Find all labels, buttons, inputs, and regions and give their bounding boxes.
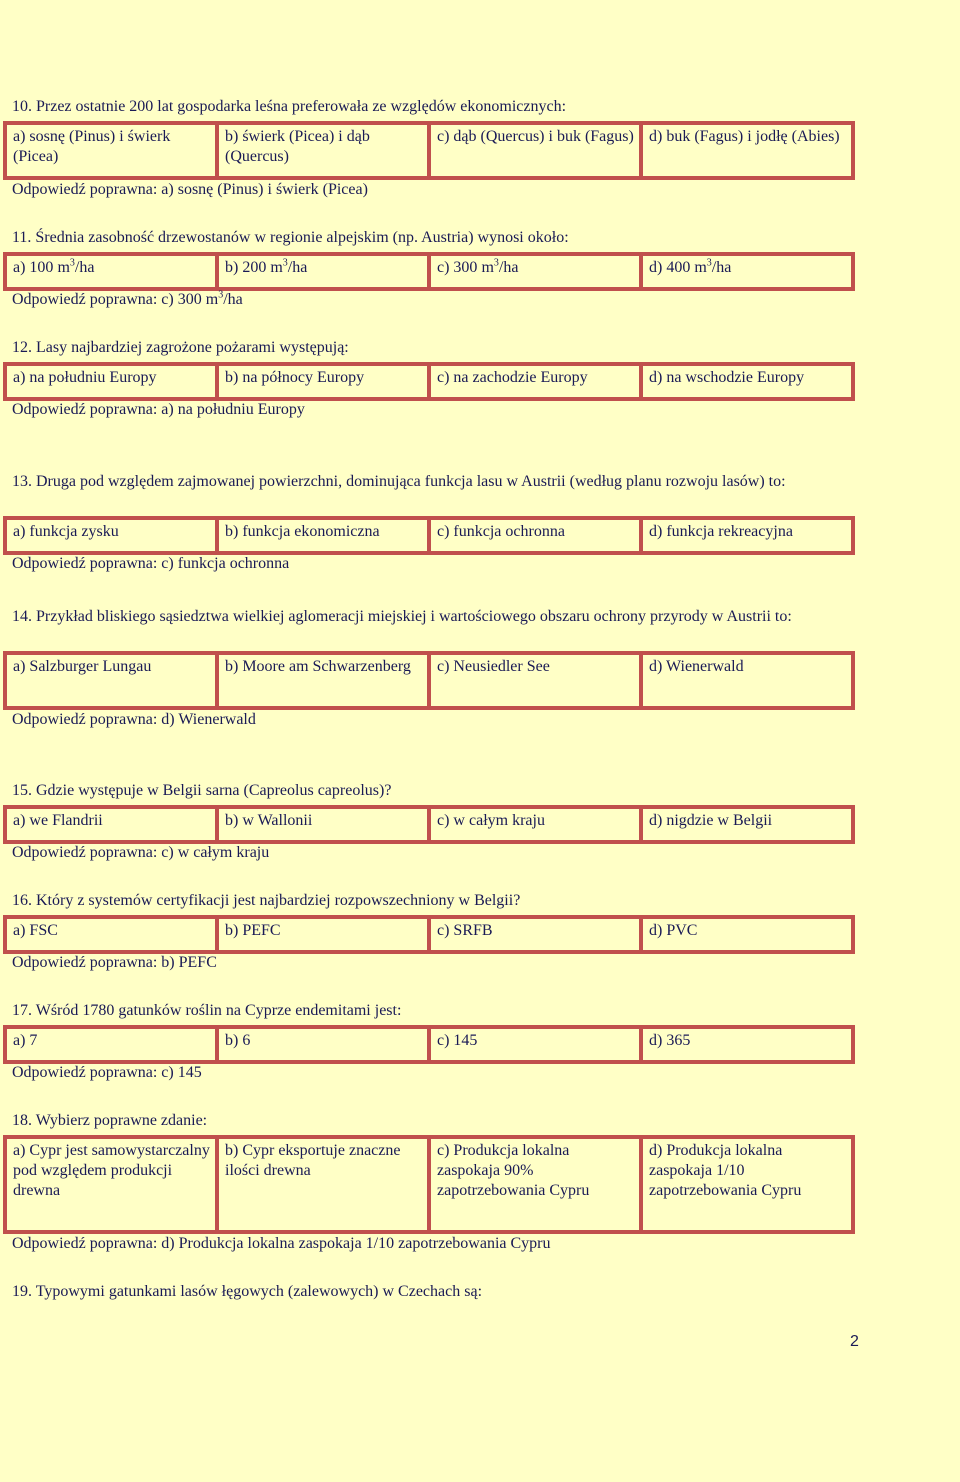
options-table-13 xyxy=(3,516,855,555)
answer-prefix: Odpowiedź poprawna: xyxy=(12,954,158,971)
option-value: b) 200 xyxy=(225,259,267,276)
question-14: 14. Przykład bliskiego sąsiedztwa wielkiej aglomeracji miejskiej i wartościowego obszaru ochrony przyrody w Austrii to: xyxy=(12,608,792,625)
option-b: b) Moore am Schwarzenberg xyxy=(217,653,429,708)
option-b: b) w Wallonii xyxy=(217,807,429,842)
question-11: 11. Średnia zasobność drzewostanów w regionie alpejskim (np. Austria) wynosi około: xyxy=(12,229,569,246)
option-a xyxy=(5,254,217,289)
option-c: c) na zachodzie Europy xyxy=(429,364,641,399)
option-b: b) na północy Europy xyxy=(217,364,429,399)
answer-text: a) sosnę (Pinus) i świerk (Picea) xyxy=(161,181,368,198)
options-table-11 xyxy=(3,252,855,291)
unit-suffix: /ha xyxy=(711,259,732,276)
option-b: b) 6 xyxy=(217,1027,429,1062)
question-10: 10. Przez ostatnie 200 lat gospodarka leśna preferowała ze względów ekonomicznych: xyxy=(12,98,567,115)
answer-13 xyxy=(12,554,289,574)
answer-text: c) w całym kraju xyxy=(161,844,270,861)
answer-text: c) 145 xyxy=(161,1064,202,1081)
option-value: d) 400 xyxy=(649,259,691,276)
options-table-16 xyxy=(3,915,855,954)
option-d: d) buk (Fagus) i jodłę (Abies) xyxy=(641,123,853,178)
answer-prefix: Odpowiedź poprawna: xyxy=(12,1064,158,1081)
option-a: a) sosnę (Pinus) i świerk (Picea) xyxy=(5,123,217,178)
question-18: 18. Wybierz poprawne zdanie: xyxy=(12,1112,208,1129)
options-table-17 xyxy=(3,1025,855,1064)
answer-prefix: Odpowiedź poprawna: xyxy=(12,401,158,418)
answer-prefix: Odpowiedź poprawna: xyxy=(12,291,158,308)
unit-sup: 3 xyxy=(493,257,499,269)
option-d: d) na wschodzie Europy xyxy=(641,364,853,399)
answer-value: c) 300 xyxy=(161,291,202,308)
unit-m: m xyxy=(477,259,494,276)
options-table-14 xyxy=(3,651,855,710)
answer-prefix: Odpowiedź poprawna: xyxy=(12,555,158,572)
option-c: c) dąb (Quercus) i buk (Fagus) xyxy=(429,123,641,178)
option-b: b) Cypr eksportuje znaczne ilości drewna xyxy=(217,1137,429,1232)
option-b: b) świerk (Picea) i dąb (Quercus) xyxy=(217,123,429,178)
unit-m: m xyxy=(53,259,70,276)
question-15: 15. Gdzie występuje w Belgii sarna (Capreolus capreolus)? xyxy=(12,782,392,799)
option-a: a) we Flandrii xyxy=(5,807,217,842)
question-19: 19. Typowymi gatunkami lasów łęgowych (zalewowych) w Czechach są: xyxy=(12,1283,483,1300)
option-b xyxy=(217,254,429,289)
option-d: d) PVC xyxy=(641,917,853,952)
answer-text: d) Wienerwald xyxy=(161,711,256,728)
question-17: 17. Wśród 1780 gatunków roślin na Cyprze endemitami jest: xyxy=(12,1002,402,1019)
option-value: c) 300 xyxy=(437,259,478,276)
answer-prefix: Odpowiedź poprawna: xyxy=(12,711,158,728)
option-a: a) na południu Europy xyxy=(5,364,217,399)
option-c: c) Produkcja lokalna zaspokaja 90% zapotrzebowania Cypru xyxy=(429,1137,641,1232)
unit-m: m xyxy=(201,291,219,308)
unit-sup: 3 xyxy=(69,257,75,269)
unit-suffix: /ha xyxy=(498,259,519,276)
question-13: 13. Druga pod względem zajmowanej powierzchni, dominująca funkcja lasu w Austrii (według planu rozwoju lasów) to: xyxy=(12,473,786,490)
options-table-10 xyxy=(3,121,855,180)
options-table-18 xyxy=(3,1135,855,1234)
unit-suffix: /ha xyxy=(74,259,95,276)
option-a: a) FSC xyxy=(5,917,217,952)
option-a: a) Cypr jest samowystarczalny pod względem produkcji drewna xyxy=(5,1137,217,1232)
answer-11 xyxy=(12,290,243,310)
option-d: d) funkcja rekreacyjna xyxy=(641,518,853,553)
answer-10 xyxy=(12,180,368,200)
unit-m: m xyxy=(266,259,283,276)
option-d: d) Wienerwald xyxy=(641,653,853,708)
answer-17 xyxy=(12,1063,202,1083)
option-d xyxy=(641,254,853,289)
answer-text: c) funkcja ochronna xyxy=(161,555,290,572)
options-table-12 xyxy=(3,362,855,401)
answer-18 xyxy=(12,1234,551,1254)
options-table-15 xyxy=(3,805,855,844)
page-number: 2 xyxy=(850,1333,859,1350)
option-c: c) 145 xyxy=(429,1027,641,1062)
option-value: a) 100 xyxy=(13,259,54,276)
option-d: d) Produkcja lokalna zaspokaja 1/10 zapotrzebowania Cypru xyxy=(641,1137,853,1232)
unit-sup: 3 xyxy=(706,257,712,269)
question-16: 16. Który z systemów certyfikacji jest najbardziej rozpowszechniony w Belgii? xyxy=(12,892,521,909)
answer-text: d) Produkcja lokalna zaspokaja 1/10 zapotrzebowania Cypru xyxy=(161,1235,551,1252)
answer-15 xyxy=(12,843,269,863)
answer-text: b) PEFC xyxy=(161,954,217,971)
option-a: a) funkcja zysku xyxy=(5,518,217,553)
unit-sup: 3 xyxy=(218,289,224,301)
answer-prefix: Odpowiedź poprawna: xyxy=(12,1235,158,1252)
unit-suffix: /ha xyxy=(287,259,308,276)
unit-sup: 3 xyxy=(282,257,288,269)
unit-m: m xyxy=(690,259,707,276)
option-d: d) 365 xyxy=(641,1027,853,1062)
option-c: c) Neusiedler See xyxy=(429,653,641,708)
option-c: c) SRFB xyxy=(429,917,641,952)
option-c: c) w całym kraju xyxy=(429,807,641,842)
option-b: b) funkcja ekonomiczna xyxy=(217,518,429,553)
answer-prefix: Odpowiedź poprawna: xyxy=(12,844,158,861)
option-a: a) Salzburger Lungau xyxy=(5,653,217,708)
option-d: d) nigdzie w Belgii xyxy=(641,807,853,842)
option-b: b) PEFC xyxy=(217,917,429,952)
answer-14 xyxy=(12,710,256,730)
answer-prefix: Odpowiedź poprawna: xyxy=(12,181,158,198)
answer-16 xyxy=(12,953,217,973)
unit-suffix: /ha xyxy=(223,291,243,308)
question-12: 12. Lasy najbardziej zagrożone pożarami występują: xyxy=(12,339,349,356)
option-c: c) funkcja ochronna xyxy=(429,518,641,553)
answer-12 xyxy=(12,400,305,420)
answer-text: a) na południu Europy xyxy=(161,401,305,418)
option-a: a) 7 xyxy=(5,1027,217,1062)
option-c xyxy=(429,254,641,289)
